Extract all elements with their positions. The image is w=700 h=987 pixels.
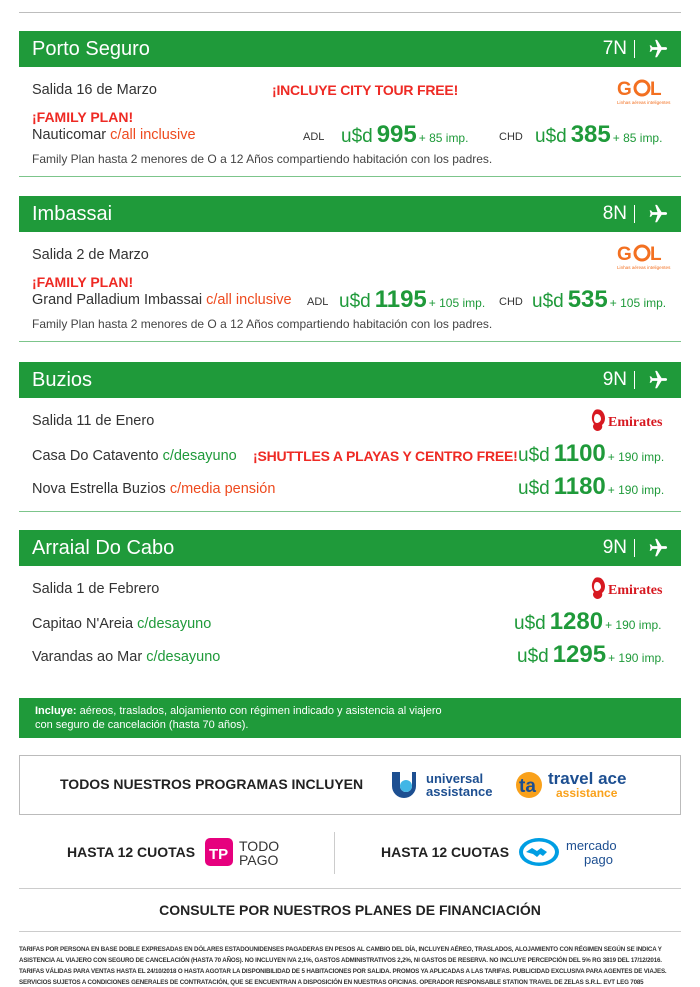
header-separator	[634, 539, 635, 557]
hotel-row	[32, 292, 292, 308]
airplane-icon	[645, 537, 669, 559]
family-plan-note: Family Plan hasta 2 menores de O a 12 Años compartiendo habitación con los padres.	[32, 317, 493, 331]
destination-title: Imbassai	[32, 203, 113, 225]
hotel-name: Casa Do Catavento	[32, 448, 159, 464]
departure-date: Salida 16 de Marzo	[32, 82, 157, 98]
section-header	[19, 31, 681, 67]
svg-text:PAGO: PAGO	[239, 852, 279, 868]
programas-title: TODOS NUESTROS PROGRAMAS INCLUYEN	[60, 776, 364, 792]
universal-assistance-logo-icon	[388, 768, 500, 800]
emirates-logo-icon	[589, 406, 673, 434]
chd-price: u$d 385 + 85 imp.	[535, 121, 663, 148]
cuotas-label: HASTA 12 CUOTAS	[381, 844, 510, 860]
adl-price: u$d 1195 + 105 imp.	[339, 286, 486, 313]
destination-title: Buzios	[32, 369, 93, 391]
svg-text:G: G	[617, 79, 632, 100]
hotel-row	[32, 481, 275, 497]
nights-count: 9N	[602, 537, 627, 558]
regimen-label: c/desayuno	[146, 649, 221, 665]
nights-count: 9N	[602, 369, 627, 390]
cuotas-label: HASTA 12 CUOTAS	[67, 844, 196, 860]
regimen-label: c/desayuno	[137, 616, 212, 632]
programas-box	[19, 755, 681, 815]
promo-badge: ¡INCLUYE CITY TOUR FREE!	[272, 82, 459, 98]
travel-ace-logo-icon	[514, 766, 644, 802]
departure-date: Salida 2 de Marzo	[32, 247, 149, 263]
adl-label: ADL	[307, 296, 329, 308]
hotel-row	[32, 616, 211, 632]
svg-text:assistance: assistance	[426, 784, 493, 799]
family-plan-label: ¡FAMILY PLAN!	[32, 109, 134, 125]
hotel-name: Capitao N'Areia	[32, 616, 134, 632]
header-separator	[634, 205, 635, 223]
hotel-price: u$d 1180 + 190 imp.	[518, 473, 665, 500]
section-header	[19, 530, 681, 566]
section-arraial-do-cabo	[19, 530, 681, 682]
chd-label: CHD	[499, 131, 523, 143]
mercado-pago-logo-icon	[518, 834, 636, 870]
financiacion-text: CONSULTE POR NUESTROS PLANES DE FINANCIACIÓN	[159, 902, 541, 918]
hotel-row	[32, 127, 196, 143]
nights-count: 8N	[602, 203, 627, 224]
airplane-icon	[645, 369, 669, 391]
airplane-icon	[645, 203, 669, 225]
financ-divider-bottom	[19, 931, 681, 932]
airplane-icon	[645, 38, 669, 60]
adl-label: ADL	[303, 131, 325, 143]
section-divider	[19, 176, 681, 177]
svg-text:G: G	[617, 244, 632, 265]
svg-text:mercado: mercado	[566, 838, 617, 853]
cuotas-separator	[334, 832, 335, 874]
svg-text:assistance: assistance	[556, 786, 618, 800]
regimen-label: c/all inclusive	[110, 127, 196, 143]
regimen-label: c/media pensión	[169, 481, 276, 497]
svg-text:Linhas aéreas inteligentes: Linhas aéreas inteligentes	[617, 100, 671, 105]
hotel-name: Grand Palladium Imbassai	[32, 292, 203, 308]
regimen-label: c/desayuno	[162, 448, 237, 464]
departure-date: Salida 11 de Enero	[32, 413, 155, 429]
adl-price: u$d 995 + 85 imp.	[341, 121, 469, 148]
header-separator	[634, 371, 635, 389]
nights-count: 7N	[602, 38, 627, 59]
svg-text:Emirates: Emirates	[608, 583, 663, 598]
gol-logo-icon	[615, 77, 671, 107]
section-porto-seguro	[19, 31, 681, 181]
incluye-line-1: Incluye: aéreos, traslados, alojamiento con régimen indicado y asistencia al viajero	[35, 705, 442, 717]
hotel-name: Varandas ao Mar	[32, 649, 143, 665]
promo-badge: ¡SHUTTLES A PLAYAS Y CENTRO FREE!	[253, 448, 518, 464]
section-divider	[19, 341, 681, 342]
svg-text:L: L	[650, 244, 662, 265]
destination-title: Porto Seguro	[32, 38, 150, 60]
section-divider	[19, 511, 681, 512]
svg-text:universal: universal	[426, 771, 484, 786]
legal-disclaimer: TARIFAS POR PERSONA EN BASE DOBLE EXPRESADAS EN DÓLARES ESTADOUNIDENSES PAGADERAS EN PESOS AL CAMBIO DEL DÍA, INCLUYEN AÉREO, TRASLADOS, ALOJAMIENTO CON RÉGIMEN SEGÚN SE INDICA Y ASISTENCIA AL VIAJERO CON SEGURO DE CANCELACIÓN (HASTA 70 AÑOS). NO INCLUYEN IVA 2,1%, GASTOS ADMINISTRATIVOS 2,2%, NI GASTOS DE RESERVA. NO INCLUYE PERCEPCIÓN DEL 5% RG 3819 DEL 17/12/2016. TARIFAS VÁLIDAS PARA VENTAS HASTA EL 24/10/2018 O HASTA AGOTAR LA DISPONIBILIDAD DE 5 HABITACIONES POR SALIDA. PROMOS YA APLICADAS A LAS TARIFAS. PUBLICIDAD EXCLUSIVA PARA AGENTES DE VIAJES. SERVICIOS SUJETOS A CONDICIONES GENERALES DE CONTRATACIÓN, QUE SE ENCUENTRAN A DISPOSICIÓN EN NUESTRAS OFICINAS. OPERADOR RESPONSABLE STATION TRAVEL DE ZELAS S.R.L. EVT LEG 7085	[19, 946, 667, 986]
section-imbassai	[19, 196, 681, 346]
svg-text:TODO: TODO	[239, 838, 280, 854]
svg-text:Emirates: Emirates	[608, 415, 663, 430]
svg-text:L: L	[650, 79, 662, 100]
hotel-name: Nova Estrella Buzios	[32, 481, 166, 497]
svg-text:pago: pago	[584, 852, 613, 867]
hotel-price: u$d 1295 + 190 imp.	[517, 641, 665, 668]
svg-text:Linhas aéreas inteligentes: Linhas aéreas inteligentes	[617, 265, 671, 270]
family-plan-label: ¡FAMILY PLAN!	[32, 274, 134, 290]
destination-title: Arraial Do Cabo	[32, 537, 175, 559]
hotel-name: Nauticomar	[32, 127, 107, 143]
chd-label: CHD	[499, 296, 523, 308]
regimen-label: c/all inclusive	[206, 292, 292, 308]
chd-price: u$d 535 + 105 imp.	[532, 286, 667, 313]
top-divider	[19, 12, 681, 13]
hotel-price: u$d 1280 + 190 imp.	[514, 608, 662, 635]
departure-date: Salida 1 de Febrero	[32, 581, 160, 597]
svg-text:ta: ta	[519, 776, 536, 797]
svg-text:TP: TP	[209, 846, 229, 863]
section-buzios	[19, 362, 681, 512]
hotel-row	[32, 448, 237, 464]
header-separator	[634, 40, 635, 58]
incluye-box	[19, 698, 681, 738]
incluye-line-2: con seguro de cancelación (hasta 70 años).	[35, 719, 249, 731]
hotel-price: u$d 1100 + 190 imp.	[518, 440, 665, 467]
svg-text:travel ace: travel ace	[548, 769, 627, 788]
financ-divider-top	[19, 888, 681, 889]
family-plan-note: Family Plan hasta 2 menores de O a 12 Años compartiendo habitación con los padres.	[32, 152, 493, 166]
todo-pago-logo-icon	[205, 836, 297, 868]
gol-logo-icon	[615, 242, 671, 272]
hotel-row	[32, 649, 220, 665]
section-header	[19, 196, 681, 232]
section-header	[19, 362, 681, 398]
emirates-logo-icon	[589, 574, 673, 602]
